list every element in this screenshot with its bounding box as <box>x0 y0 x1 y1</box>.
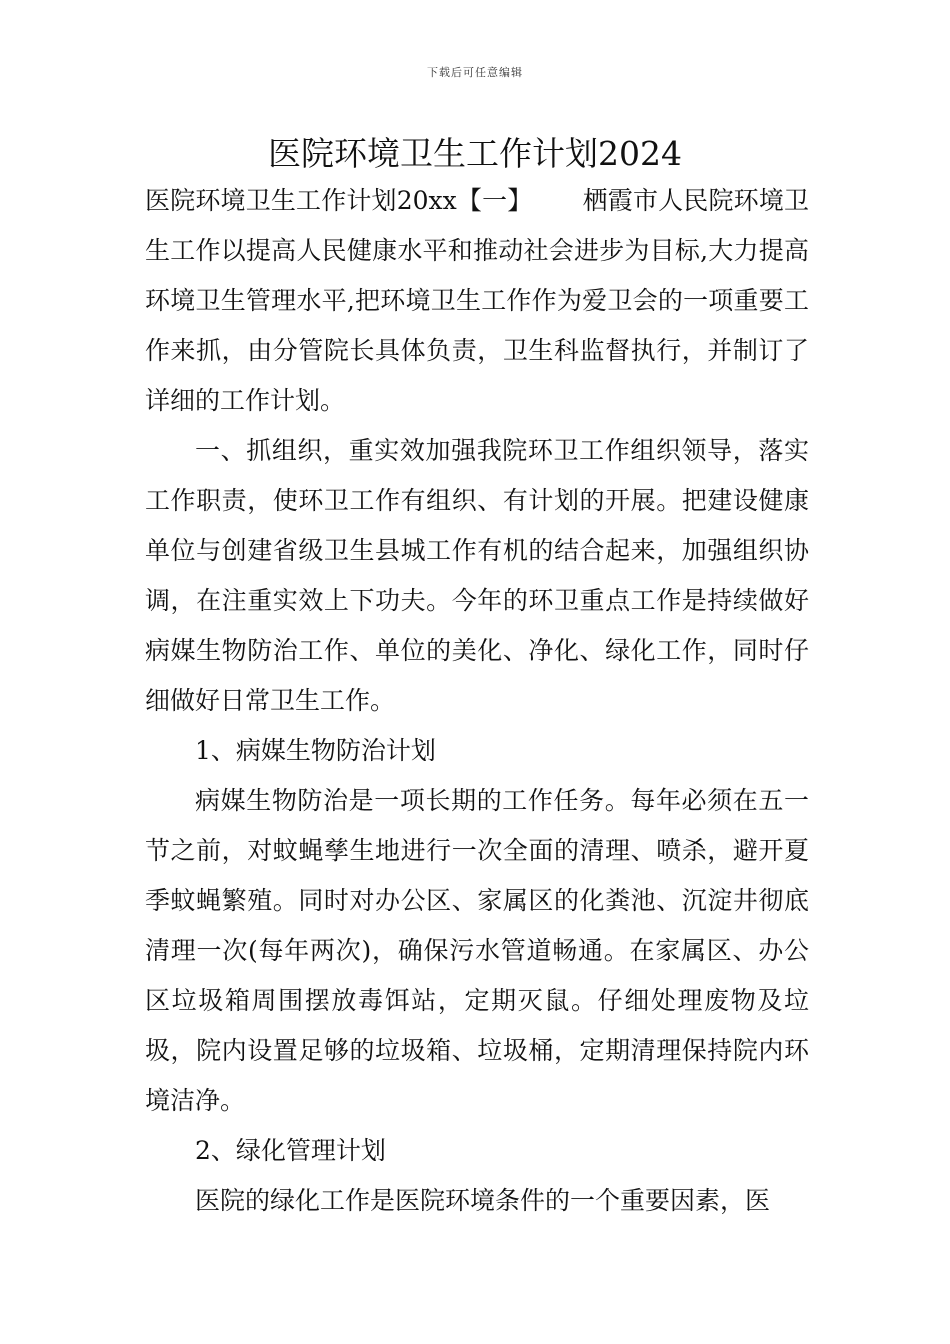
subheading-vector-control: 1、病媒生物防治计划 <box>195 736 436 765</box>
intro-lead: 医院环境卫生工作计划20xx【一】 <box>145 186 533 215</box>
intro-text: 栖霞市人民院环境卫生工作以提高人民健康水平和推动社会进步为目标,大力提高环境卫生管理水平,把环境卫生工作作为爱卫会的一项重要工作来抓，由分管院长具体负责，卫生科监督执行，并制订了详细的工作计划。 <box>145 186 809 415</box>
page-header-note: 下载后可任意编辑 <box>427 66 523 79</box>
greening-paragraph: 医院的绿化工作是医院环境条件的一个重要因素，医 <box>195 1186 771 1215</box>
vector-control-paragraph: 病媒生物防治是一项长期的工作任务。每年必须在五一节之前，对蚊蝇孳生地进行一次全面的清理、喷杀，避开夏季蚊蝇繁殖。同时对办公区、家属区的化粪池、沉淀井彻底清理一次(每年两次)，确保污水管道畅通。在家属区、办公区垃圾箱周围摆放毒饵站，定期灭鼠。仔细处理废物及垃圾，院内设置足够的垃圾箱、垃圾桶，定期清理保持院内环境洁净。 <box>145 786 809 1115</box>
subheading-greening: 2、绿化管理计划 <box>195 1136 386 1165</box>
section-one-paragraph: 一、抓组织，重实效加强我院环卫工作组织领导，落实工作职责，使环卫工作有组织、有计划的开展。把建设健康单位与创建省级卫生县城工作有机的结合起来，加强组织协调，在注重实效上下功夫。今年的环卫重点工作是持续做好病媒生物防治工作、单位的美化、净化、绿化工作，同时仔细做好日常卫生工作。 <box>145 436 809 715</box>
document-title: 医院环境卫生工作计划2024 <box>268 134 682 173</box>
intro-paragraph <box>145 176 809 426</box>
document-body <box>145 176 809 1226</box>
